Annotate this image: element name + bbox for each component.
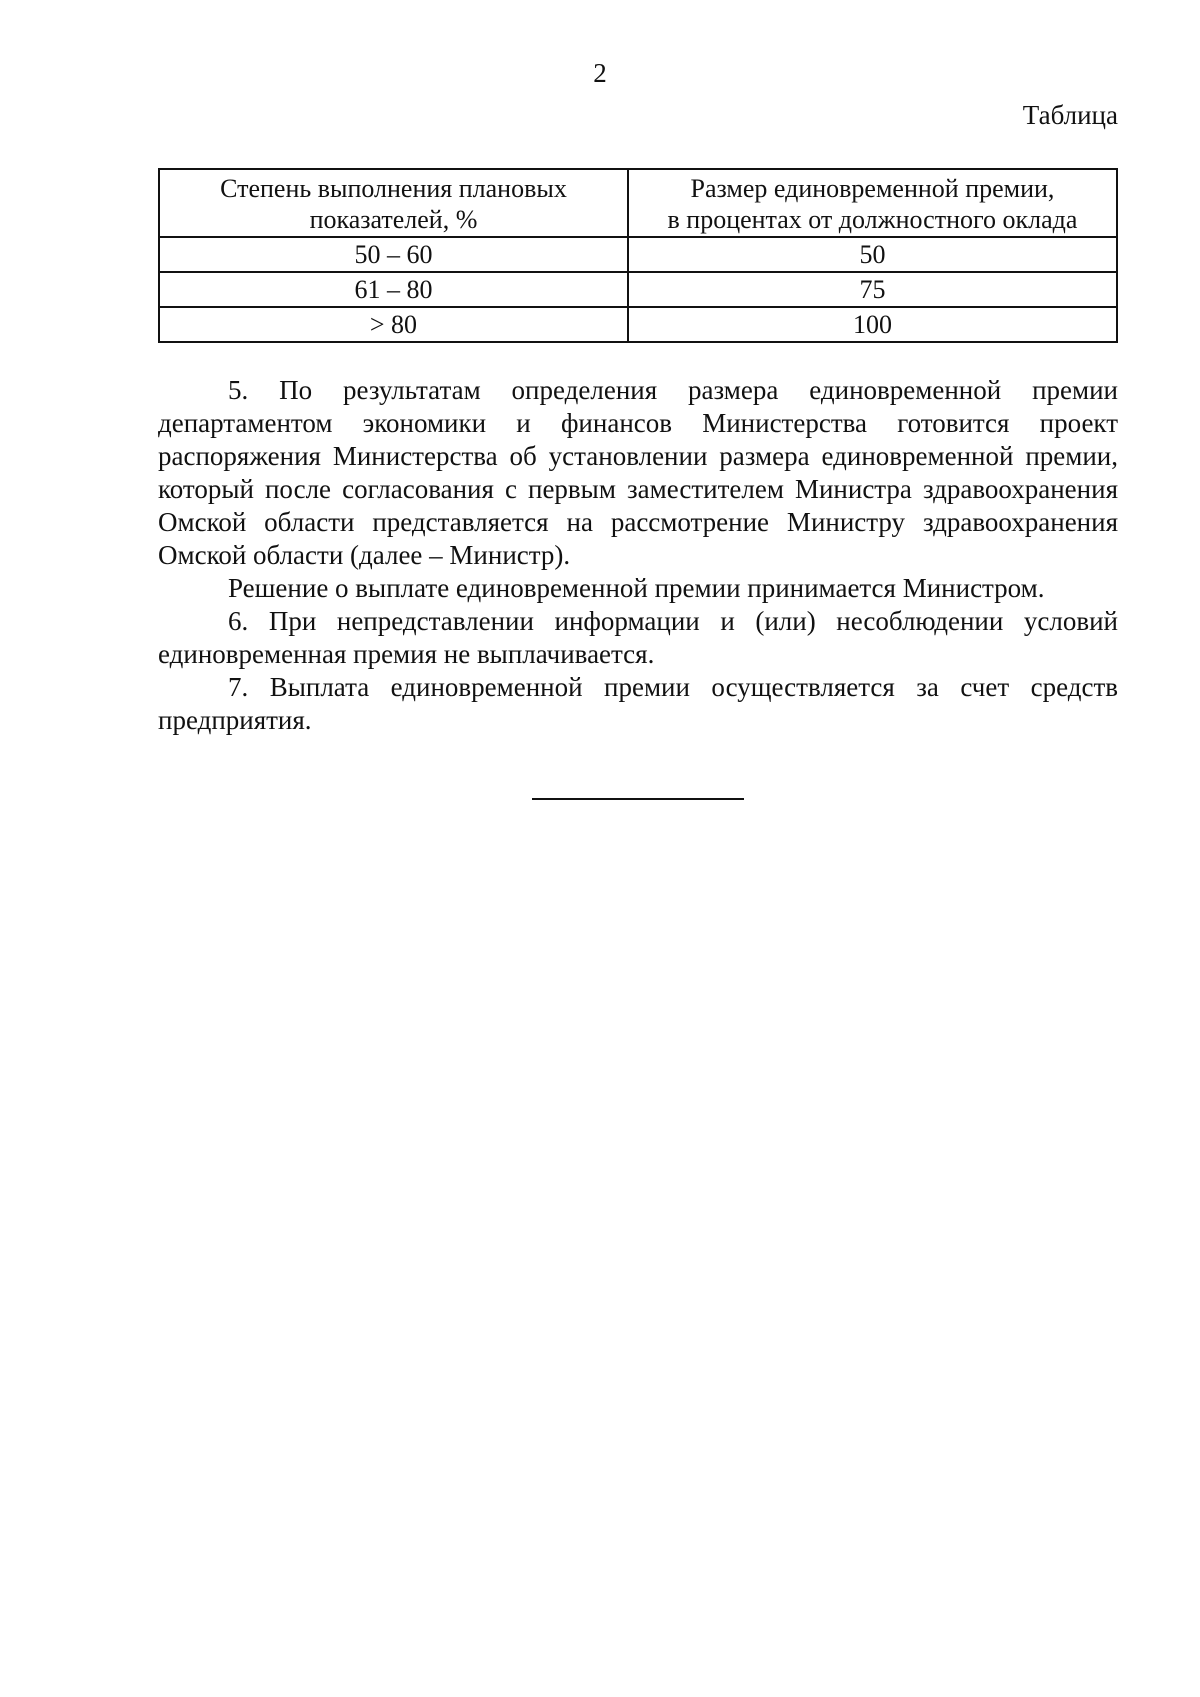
paragraph-item-5: 5. По результатам определения размера единовременной премии департаментом экономики и финансов Министерства готовится проект распоряжения Министерства об установлении размера единовременной премии, который после согласования с первым заместителем Министра здравоохранения Омской области представляется на рассмотрение Министру здравоохранения Омской области (далее – Министр). (158, 375, 1118, 570)
table-cell-range: 61 – 80 (159, 272, 628, 307)
header-cell-completion-degree (159, 169, 628, 237)
table-row (159, 307, 1117, 342)
paragraph-decision: Решение о выплате единовременной премии принимается Министром. (228, 573, 1045, 603)
table-cell-percent: 100 (628, 307, 1117, 342)
header-line: показателей, % (309, 205, 478, 234)
table-cell-range: > 80 (159, 307, 628, 342)
table-row (159, 237, 1117, 272)
table-row (159, 272, 1117, 307)
table-cell-range: 50 – 60 (159, 237, 628, 272)
header-line: в процентах от должностного оклада (667, 205, 1078, 234)
header-line: Размер единовременной премии, (690, 174, 1055, 203)
end-rule (532, 798, 744, 800)
table-header-row (159, 169, 1117, 237)
page-number: 2 (593, 58, 607, 88)
bonus-table (158, 168, 1118, 343)
body-text (158, 374, 1118, 737)
table-cell-percent: 75 (628, 272, 1117, 307)
table-caption: Таблица (1022, 100, 1118, 130)
paragraph-item-6: 6. При непредставлении информации и (или) несоблюдении условий единовременная премия не выплачивается. (158, 606, 1118, 669)
header-line: Степень выполнения плановых (220, 174, 567, 203)
paragraph-item-7: 7. Выплата единовременной премии осуществляется за счет средств предприятия. (158, 672, 1118, 735)
table-cell-percent: 50 (628, 237, 1117, 272)
header-cell-bonus-size (628, 169, 1117, 237)
